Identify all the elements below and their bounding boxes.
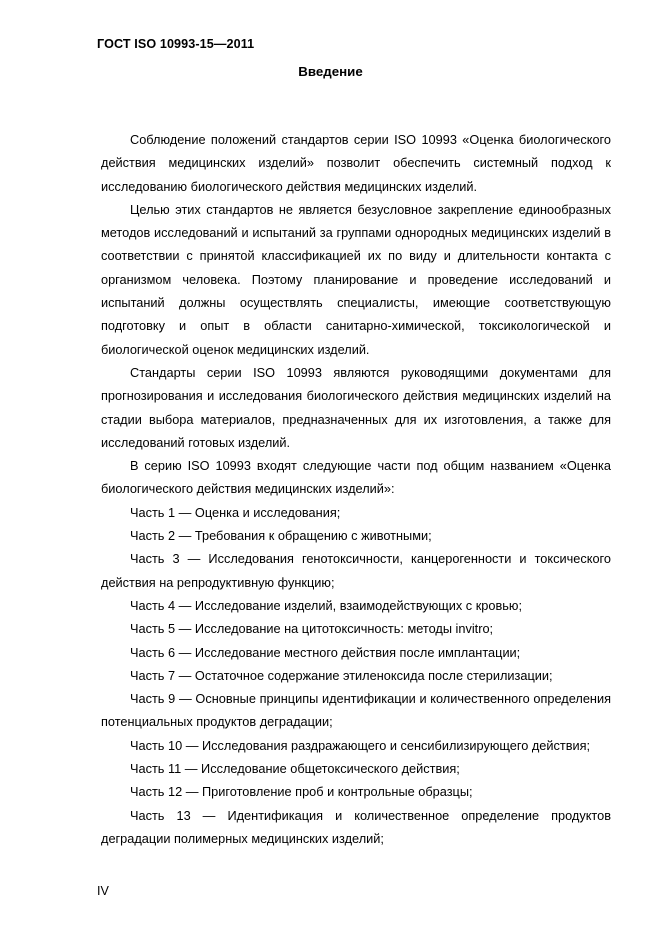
list-item: Часть 1 — Оценка и исследования; — [130, 504, 341, 520]
list-item: Часть 2 — Требования к обращению с животными; — [130, 528, 432, 544]
list-item: Часть 9 — Основные принципы идентификации и количественного определения потенциальных продуктов деградации; — [101, 691, 611, 730]
list-item: Часть 6 — Исследование местного действия после имплантации; — [130, 644, 521, 660]
list-item: Часть 5 — Исследование на цитотоксичность: методы invitro; — [130, 621, 494, 637]
list-item: Часть 3 — Исследования генотоксичности, канцерогенности и токсического действия на репродуктивную функцию; — [101, 551, 611, 590]
list-item: Часть 10 — Исследования раздражающего и сенсибилизирующего действия; — [130, 737, 591, 753]
paragraph: Целью этих стандартов не является безусловное закрепление единообразных методов исследований и испытаний за группами однородных медицинских изделий в соответствии с принятой классификацией их по виду и длительности контакта с организмом человека. Поэтому планирование и проведение исследований и испытаний должны осуществлять специалисты, имеющие соответствующую подготовку и опыт в области санитарно-химической, токсикологической и биологической оценок медицинских изделий. — [101, 201, 611, 357]
paragraph: Стандарты серии ISO 10993 являются руководящими документами для прогнозирования и исследования биологического действия медицинских изделий на стадии выбора материалов, предназначенных для их изготовления, а также для исследований готовых изделий. — [101, 364, 611, 450]
list-item: Часть 11 — Исследование общетоксического действия; — [130, 761, 460, 777]
list-item: Часть 13 — Идентификация и количественное определение продуктов деградации полимерных медицинских изделий; — [101, 807, 611, 846]
document-code: ГОСТ ISO 10993-15—2011 — [97, 37, 255, 51]
paragraph: В серию ISO 10993 входят следующие части под общим названием «Оценка биологического действия медицинских изделий»: — [101, 458, 611, 497]
document-body — [101, 128, 611, 850]
list-item: Часть 12 — Приготовление проб и контрольные образцы; — [130, 784, 473, 800]
section-title: Введение — [298, 64, 363, 79]
paragraph: Соблюдение положений стандартов серии ISO 10993 «Оценка биологического действия медицинских изделий» позволит обеспечить системный подход к исследованию биологического действия медицинских изделий. — [101, 132, 611, 194]
list-item: Часть 7 — Остаточное содержание этиленоксида после стерилизации; — [130, 667, 553, 683]
page-number: IV — [97, 884, 109, 898]
list-item: Часть 4 — Исследование изделий, взаимодействующих с кровью; — [130, 597, 522, 613]
